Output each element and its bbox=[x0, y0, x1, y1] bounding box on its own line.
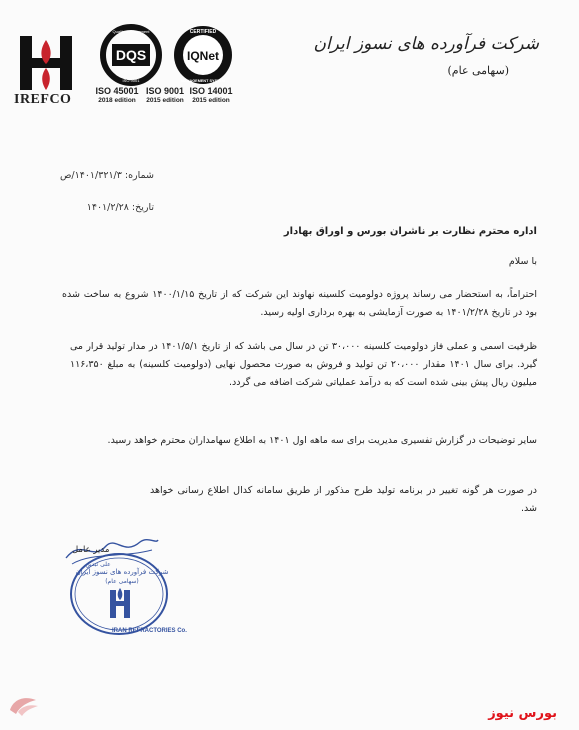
irefco-label: IREFCO bbox=[14, 92, 72, 107]
letter-number: شماره: ۱۴۰۱/۳۲۱/۳/ص bbox=[59, 170, 154, 181]
letter-date: تاریخ: ۱۴۰۱/۲/۲۸ bbox=[86, 202, 154, 213]
seal-company-sub: (سهامی عام) bbox=[105, 578, 139, 585]
iqnet-top-text: CERTIFIED bbox=[189, 29, 217, 35]
cert-edition: 2018 edition bbox=[98, 97, 136, 104]
iqnet-mark: IQNet bbox=[186, 49, 220, 63]
signature-name: علی تبدین bbox=[85, 561, 111, 568]
dqs-certification-icon bbox=[98, 24, 164, 86]
cert-iso9001 bbox=[140, 86, 190, 106]
footer-brand: بورس نیوز bbox=[488, 706, 557, 721]
cert-edition: 2015 edition bbox=[192, 97, 230, 104]
recipient: اداره محترم نظارت بر ناشران بورس و اوراق بهادار bbox=[283, 226, 537, 237]
paragraph-3: سایر توضیحات در گزارش تفسیری مدیریت برای سه ماهه اول ۱۴۰۱ به اطلاع سهامداران محترم خواهد رسید. bbox=[107, 435, 537, 446]
paragraph-1: احتراماً، به استحضار می رساند پروژه دولومیت کلسینه نهاوند این شرکت که از تاریخ ۱۴۰۰/۱/۱۵ شروع به ساخت شده بود در تاریخ ۱۴۰۱/۲/۲۸ به صورت آزمایشی به بهره برداری اولیه رسید. bbox=[62, 289, 537, 318]
cert-standard: ISO 9001 bbox=[145, 86, 185, 96]
company-name: شرکت فرآورده های نسوز ایران bbox=[313, 34, 539, 54]
cert-iso14001 bbox=[186, 86, 236, 106]
cert-standard: ISO 14001 bbox=[189, 86, 233, 96]
dqs-sub-text: ISO 9001 bbox=[122, 78, 140, 83]
seal-brand-text: IRAN REFRACTORIES Co. bbox=[112, 628, 187, 634]
bourse-news-logo-icon bbox=[6, 690, 42, 718]
seal-company-text: شرکت فرآورده های نسوز ایران bbox=[75, 568, 169, 576]
irefco-logo-icon bbox=[18, 34, 74, 92]
iqnet-certification-icon bbox=[170, 24, 236, 86]
dqs-ring-text: Quality Management bbox=[112, 29, 150, 34]
iqnet-bottom-text: MANAGEMENT SYSTEM bbox=[180, 79, 226, 83]
cert-standard: ISO 45001 bbox=[95, 86, 139, 96]
cert-iso45001 bbox=[92, 86, 142, 106]
company-type: (سهامی عام) bbox=[447, 64, 509, 77]
cert-edition: 2015 edition bbox=[146, 97, 184, 104]
company-seal-icon bbox=[68, 550, 170, 640]
signature-title: مدیر عامل bbox=[72, 545, 110, 555]
paragraph-4: در صورت هر گونه تغییر در برنامه تولید طرح مذکور از طریق سامانه کدال اطلاع رسانی خواهد شد. bbox=[150, 485, 537, 514]
greeting: با سلام bbox=[508, 256, 537, 267]
paragraph-2: ظرفیت اسمی و عملی فاز دولومیت کلسینه ۳۰،۰۰۰ تن در سال می باشد که از تاریخ ۱۴۰۱/۵/۱ در مدار تولید قرار می گیرد. برای سال ۱۴۰۱ مقدار ۲۰،۰۰۰ تن تولید و فروش به صورت محصول نهایی (دولومیت کلسینه) به مبلغ ۱۱۶،۳۵۰ میلیون ریال پیش بینی شده است که به درآمد عملیاتی شرکت اضافه می گردد. bbox=[70, 341, 537, 388]
dqs-mark: DQS bbox=[115, 47, 147, 63]
